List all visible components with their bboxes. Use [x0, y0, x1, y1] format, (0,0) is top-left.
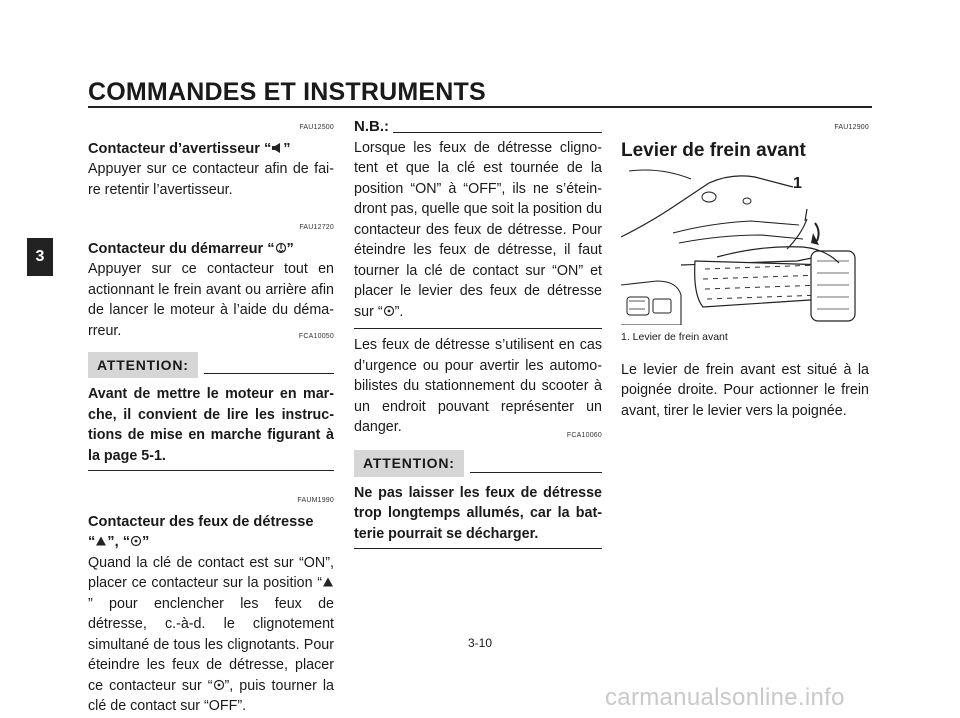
hazard-switch-heading: Contacteur des feux de détresse: [88, 513, 314, 530]
hazard-usage-paragraph: Les feux de détresse s’utilisent en cas d’urgence ou pour avertir les automo-bilistes du stationnement du scooter à un endroit pouvant représenter un danger.: [354, 337, 602, 435]
attention-rule: [470, 472, 602, 473]
note-rule: [393, 132, 602, 133]
column-3: [621, 118, 869, 421]
attention-label: ATTENTION:: [354, 450, 464, 477]
note-heading: [354, 117, 602, 138]
paragraph-text: Quand la clé de contact est sur “ON”, placer ce contacteur sur la position “: [88, 554, 334, 591]
horn-paragraph: Appuyer sur ce contacteur afin de fai-re retentir l’avertisseur.: [88, 161, 334, 198]
paragraph-text: Lorsque les feux de détresse cligno-tent et que la clé est tournée de la position “ON” à “OFF”, ils ne s’étein-dront pas, quelle que soit la position du contacteur des feux de détresse. Pour éteindre les feux de détresse, il faut tourner la clé de contact sur “ON” et placer le levier des feux de détresse sur “: [354, 139, 602, 320]
hazard-switch-heading-icons: [88, 532, 334, 553]
attention-banner: [88, 352, 334, 379]
ref-code: FAU12500: [299, 124, 334, 131]
brake-lever-illustration: [621, 165, 869, 325]
header-rule: [88, 106, 872, 108]
warning-text: Ne pas laisser les feux de détresse trop longtemps allumés, car la bat-terie pourrait se décharger.: [354, 484, 602, 542]
note-label: N.B.:: [354, 118, 389, 135]
starter-paragraph: Appuyer sur ce contacteur tout en actionnant le frein avant ou arrière afin de lancer le moteur à l’aide du déma-rreur.: [88, 261, 334, 339]
chapter-tab: 3: [27, 238, 53, 276]
attention-label: ATTENTION:: [88, 352, 198, 379]
paragraph-text: ” pour enclencher les feux de détresse, c.-à-d. le clignotement simultané de tous les clignotants. Pour éteindre les feux de détresse, placer ce contacteur sur “: [88, 595, 334, 694]
heading-text: ”: [283, 140, 291, 157]
off-circle-icon: [130, 535, 142, 547]
heading-text: “: [88, 534, 96, 550]
heading-text: ”: [142, 534, 150, 550]
hazard-triangle-icon: [322, 576, 334, 588]
hazard-triangle-icon: [95, 535, 107, 547]
horn-switch-heading: [88, 139, 334, 160]
ref-code: FAU12720: [299, 224, 334, 231]
page-title: COMMANDES ET INSTRUMENTS: [88, 78, 486, 106]
column-1: [88, 118, 334, 717]
hazard-paragraph: [88, 553, 334, 717]
ref-code: FCA10060: [566, 431, 602, 439]
warning-end-rule: [88, 470, 334, 471]
attention-rule: [204, 373, 334, 374]
attention-banner: [354, 450, 602, 477]
note-paragraph: [354, 138, 602, 323]
ref-code: FAU12900: [834, 124, 869, 131]
warning-text: Avant de mettre le moteur en mar-che, il convient de lire les instruc-tions de mise en marche figurant à la page 5-1.: [88, 386, 334, 464]
paragraph-text: ”, puis tourner la clé de contact sur “OFF”.: [88, 677, 334, 714]
watermark: carmanualsonline.info: [605, 684, 845, 711]
heading-text: Contacteur du démarreur “: [88, 240, 275, 257]
page-number: 3-10: [467, 636, 493, 650]
figure-caption: 1. Levier de frein avant: [621, 331, 728, 343]
ref-code: FCA10050: [298, 333, 334, 340]
heading-text: ”: [286, 240, 294, 257]
note-end-rule: [354, 328, 602, 329]
off-circle-icon: [213, 679, 225, 691]
off-circle-icon: [383, 305, 395, 317]
brake-paragraph: Le levier de frein avant est situé à la poignée droite. Pour actionner le frein avant, tirer le levier vers la poignée.: [621, 361, 869, 419]
heading-text: Contacteur d’avertisseur “: [88, 140, 272, 157]
heading-text: ”, “: [107, 534, 130, 550]
column-2: [354, 117, 602, 549]
callout-number: 1: [793, 175, 802, 192]
ref-code: FAUM1990: [297, 497, 334, 504]
starter-icon: [275, 242, 287, 254]
horn-icon: [271, 142, 283, 154]
warning-end-rule: [354, 548, 602, 549]
starter-switch-heading: [88, 239, 334, 260]
section-title: Levier de frein avant: [621, 139, 806, 161]
paragraph-text: ”.: [394, 303, 404, 320]
